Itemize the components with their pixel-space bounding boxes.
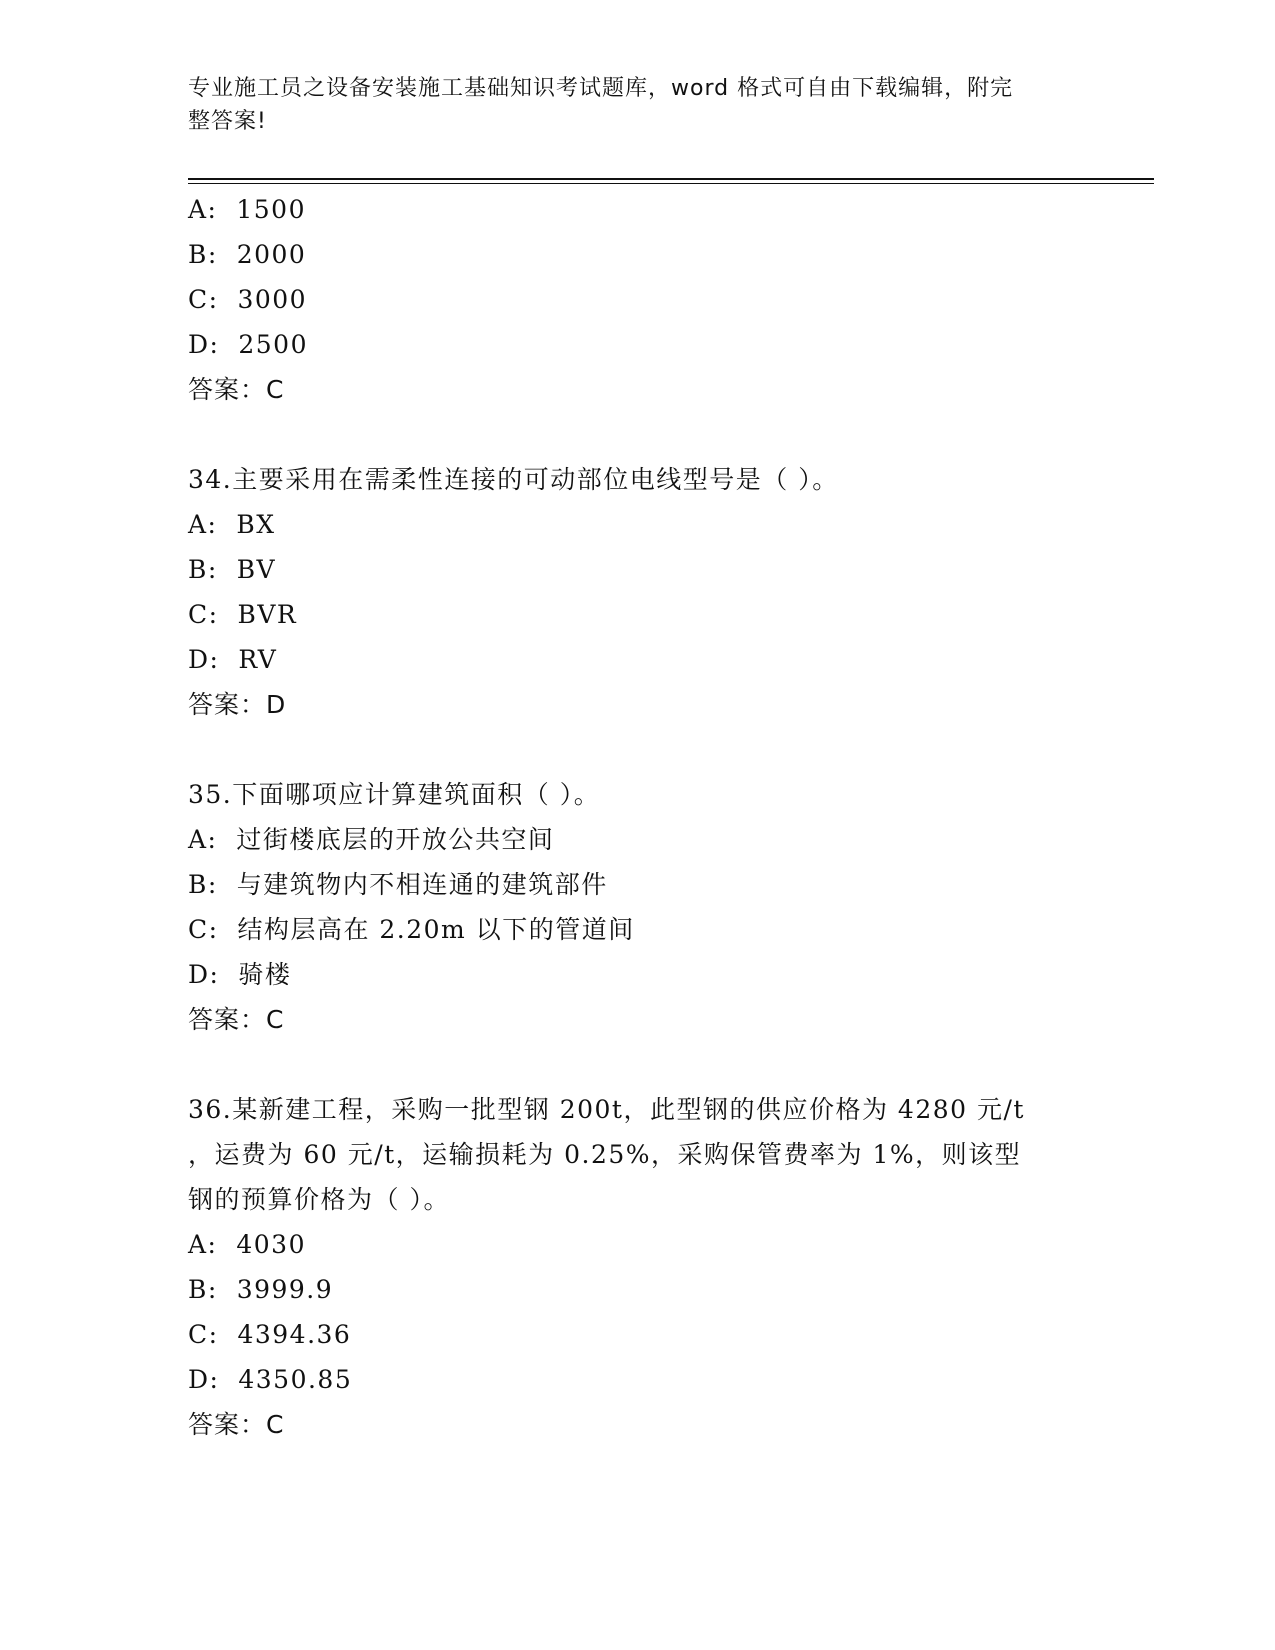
q35-option-a: A: 过街楼底层的开放公共空间 — [188, 825, 555, 854]
q36-stem-line-3: 钢的预算价格为（ ）。 — [188, 1185, 450, 1214]
q36-option-a: A: 4030 — [188, 1230, 306, 1259]
q33-option-b: B: 2000 — [188, 240, 307, 269]
q34-option-a: A: BX — [188, 510, 276, 539]
q36-answer: 答案：C — [188, 1410, 285, 1439]
q36-option-d: D: 4350.85 — [188, 1365, 353, 1394]
document-header — [188, 72, 1068, 138]
q34-stem: 34.主要采用在需柔性连接的可动部位电线型号是（ ）。 — [188, 465, 839, 494]
q35-option-d: D: 骑楼 — [188, 960, 292, 989]
q34-option-c: C: BVR — [188, 600, 298, 629]
q36-option-c: C: 4394.36 — [188, 1320, 352, 1349]
q34-answer: 答案：D — [188, 690, 287, 719]
q33-option-a: A: 1500 — [188, 195, 306, 224]
header-title-line-1: 专业施工员之设备安装施工基础知识考试题库，word 格式可自由下载编辑，附完 — [188, 76, 1014, 101]
q35-stem: 35.下面哪项应计算建筑面积（ ）。 — [188, 780, 601, 809]
q36-stem-line-1: 36.某新建工程，采购一批型钢 200t，此型钢的供应价格为 4280 元/t — [188, 1095, 1025, 1124]
q36-option-b: B: 3999.9 — [188, 1275, 334, 1304]
q34-option-b: B: BV — [188, 555, 277, 584]
header-divider-bottom — [188, 183, 1154, 184]
q33-answer: 答案：C — [188, 375, 285, 404]
q36-stem-line-2: ，运费为 60 元/t，运输损耗为 0.25%，采购保管费率为 1%，则该型 — [188, 1140, 1022, 1169]
q35-option-b: B: 与建筑物内不相连通的建筑部件 — [188, 870, 608, 899]
header-title-line-2: 整答案! — [188, 109, 267, 134]
header-divider-top — [188, 178, 1154, 180]
q35-answer: 答案：C — [188, 1005, 285, 1034]
q35-option-c: C: 结构层高在 2.20m 以下的管道间 — [188, 915, 635, 944]
q34-option-d: D: RV — [188, 645, 278, 674]
q33-option-c: C: 3000 — [188, 285, 308, 314]
q33-option-d: D: 2500 — [188, 330, 308, 359]
